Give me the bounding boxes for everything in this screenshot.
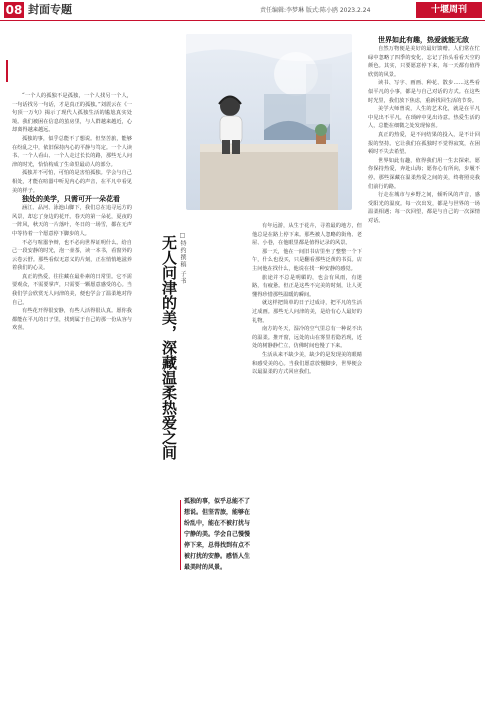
article-headline: 无人问津的美，深藏温柔热爱之间 (160, 235, 178, 460)
pull-quote: 孤独的事，似乎总能不了想说。但坚苦旅，能够在纷乱中，能在不被打扰与宁静的美。学会自己慢慢停下来，总得找到有点不被打扰的安静。感悟人生最美时的风景。 (184, 498, 251, 571)
subheading-1: 独处的美学，只需可开一朵花看 (22, 195, 120, 204)
paragraph: 自然万物便是美好的最好馈赠。人们常在忙碌中忽略了四季的变化，忘记了抬头看看天空的颜色。其实，只要愿意停下来，每一天都有值得欣赏的风景。 (368, 46, 480, 78)
quote-accent (180, 500, 181, 570)
paragraph: 行走在城市与乡野之间，倾听风的声音，感受阳光的温度。每一次出发，都是与世界的一场温柔相遇；每一次回望，都是与自己的一次深情对话。 (368, 192, 480, 224)
paragraph: 真正的热爱，往往藏在最朴素的日常里。它不需要观众，不需要掌声，只需要一颗愿意感受的心。当我们学会欣赏无人问津的美，便也学会了温柔地对待自己。 (12, 273, 132, 306)
column-1 (12, 92, 132, 697)
paragraph: 有些花开得很安静，有些人活得很认真。愿你我都能在平凡的日子里，找到属于自己的那一份从容与欢喜。 (12, 308, 132, 332)
paragraph: “一个人的孤独不是孤独，一个人找另一个人，一句话找另一句话，才是真正的孤独。”刘震云在《一句顶一万句》揭示了现代人孤独生活的尴尬真实处境。我们被困在信息的茧房里，与人群越来越近，心却离得越来越远。 (12, 93, 132, 134)
paragraph: 孤独并不可怕，可怕的是害怕孤独。学会与自己相处，才能在喧嚣中听见内心的声音，在平凡中看见美的样子。 (12, 170, 132, 194)
article-byline: □特约撰稿 子书 (179, 232, 186, 285)
subheading-2: 世界如此有趣，热爱就能无敌 (378, 36, 469, 44)
paragraph: 美学大师曾说，人生的艺术化，就是在平凡中见出不平凡，在琐碎中见出诗意。热爱生活的人，总能在细微之处发现惊喜。 (368, 106, 480, 130)
paragraph: 涵江、品河、泳池山脚下，我们总在追寻远方的风景，却忘了身边的花开。春天的第一朵花，夏夜的一阵风，秋天的一片落叶，冬日的一场雪，都在无声中等待着一个愿意停下脚步的人。 (12, 205, 132, 237)
paragraph: 读书、写字、画画、种花、散步……这些看似平凡的小事，都是与自己对话的方式。在这些时光里，我们放下焦虑，重新找回生活的节奏。 (368, 80, 480, 104)
paragraph: 南方的冬天，湿冷的空气里总有一种说不出的温柔。推开窗，远处的山在雾里若隐若现，近处的树静静伫立，仿佛时间也慢了下来。 (252, 326, 362, 350)
paragraph: 有年远游，从生于花卉，寻着最的地方，但他总是在路上停下来。那些被人忽略的街角、老屋、小巷，在他眼里都是值得记录的风景。 (252, 223, 362, 247)
column-3 (368, 36, 480, 697)
column-2 (252, 222, 362, 697)
paragraph: 就这样把简单的日子过成诗，把平凡的生活过成画。那些无人问津的美，是给有心人最好的礼物。 (252, 300, 362, 324)
newspaper-brand: 十堰周刊 (416, 2, 482, 18)
accent-bar (6, 60, 8, 82)
paragraph: 旅途并不总是明媚的，也会有风雨，有迷路，有疲惫。但正是这些不完美的时刻，让人更懂得珍惜那些温暖的瞬间。 (252, 274, 362, 298)
paragraph: 孤独的事，似乎总能不了想说。但坚苦旅，能够在纷乱之中，依旧保持内心的平静与笃定。一个人读书、一个人看山、一个人走过长长的路，那些无人问津的时光，恰恰构成了生命里最动人的部分。 (12, 135, 132, 168)
paragraph: 世界如此有趣，值得我们用一生去探索。愿你保持热爱，奔赴山海；愿你心有所向，步履不停。那些深藏在温柔热爱之间的美，终将照亮我们前行的路。 (368, 157, 480, 190)
section-title: 封面专题 (28, 3, 72, 16)
paragraph: 不必与喧嚣争辩，也不必向世界证明什么。给自己一段安静的时光，泡一壶茶，读一本书，看窗外的云卷云舒。那些看似无意义的片刻，正在悄悄地滋养着我们的心灵。 (12, 239, 132, 272)
editor-meta: 责任编辑:李梦琳 版式:陈小鸥 2023.2.24 (260, 7, 371, 14)
page-header (0, 0, 485, 21)
cover-illustration (186, 34, 352, 210)
page-number: 08 (5, 3, 23, 17)
paragraph: 真正的热爱，是不问结果的投入，是不计回报的坚持。它让我们在孤独时不觉得寂寞，在困顿时不失去希望。 (368, 131, 480, 156)
paragraph: 生活从来不缺少美，缺少的是发现美的眼睛和感受美的心。当我们愿意放慢脚步，世界便会以最温柔的方式回应我们。 (252, 351, 362, 376)
paragraph: 那一天，他在一间旧书店里坐了整整一个下午，什么也没买，只是翻看那些泛黄的书页。店主问他在找什么，他说在找一种安静的感觉。 (252, 248, 362, 272)
